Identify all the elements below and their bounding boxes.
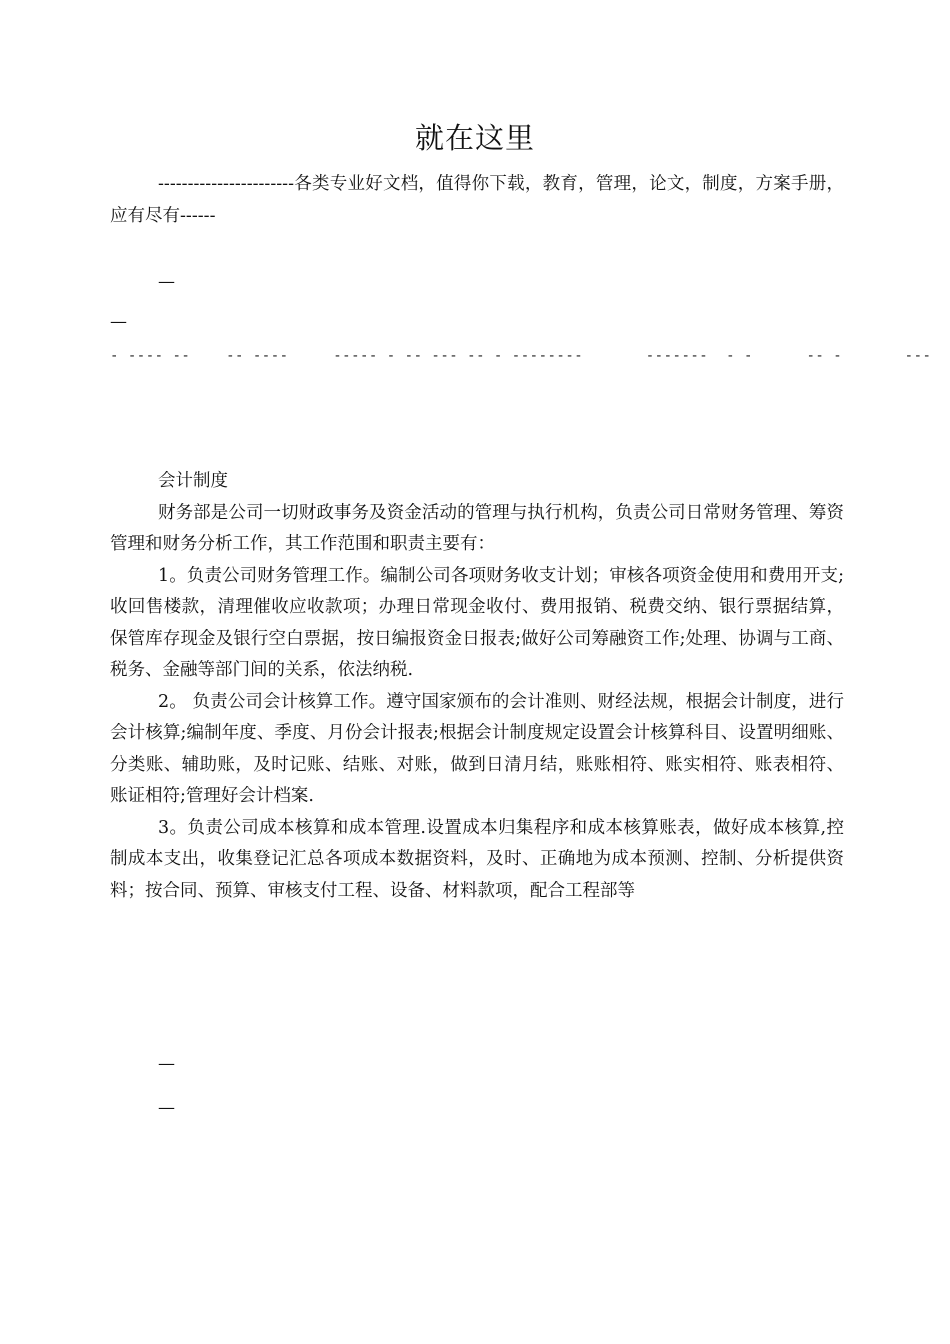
- document-title: 就在这里: [414, 121, 535, 155]
- paragraph: 3。负责公司成本核算和成本管理.设置成本归集程序和成本核算账表，做好成本核算,控制成本支出，收集登记汇总各项成本数据资料，及时、正确地为成本预测、控制、分析提供资料；按合同、预算、审核支付工程、设备、材料款项，配合工程部等: [110, 817, 844, 901]
- paragraph: 财务部是公司一切财政事务及资金活动的管理与执行机构，负责公司日常财务管理、筹资管理和财务分析工作，其工作范围和职责主要有：: [110, 502, 844, 554]
- document-body: [110, 466, 844, 907]
- paragraph: 2。 负责公司会计核算工作。遵守国家颁布的会计准则、财经法规，根据会计制度，进行会计核算;编制年度、季度、月份会计报表;根据会计制度规定设置会计核算科目、设置明细账、分类账、辅助账，及时记账、结账、对账，做到日清月结，账账相符、账实相符、账表相符、账证相符;管理好会计档案.: [110, 691, 844, 806]
- section-heading: 会计制度: [158, 471, 228, 491]
- paragraph: 1。负责公司财务管理工作。编制公司各项财务收支计划；审核各项资金使用和费用开支;收回售楼款，清理催收应收款项；办理日常现金收付、费用报销、税费交纳、银行票据结算，保管库存现金及银行空白票据，按日编报资金日报表;做好公司筹融资工作;处理、协调与工商、税务、金融等部门间的关系，依法纳税.: [110, 565, 844, 680]
- dash-mark: —: [158, 1098, 175, 1118]
- dash-mark: —: [110, 312, 127, 332]
- dash-mark: —: [158, 1054, 175, 1074]
- dash-mark: —: [158, 272, 175, 292]
- dash-separator-line: - ---- -- -- ---- ----- - -- --- -- - -------- ------- - - -- - ---: [110, 348, 932, 364]
- intro-banner: -----------------------各类专业好文档，值得你下载，教育，管理，论文，制度，方案手册，应有尽有------: [110, 174, 844, 226]
